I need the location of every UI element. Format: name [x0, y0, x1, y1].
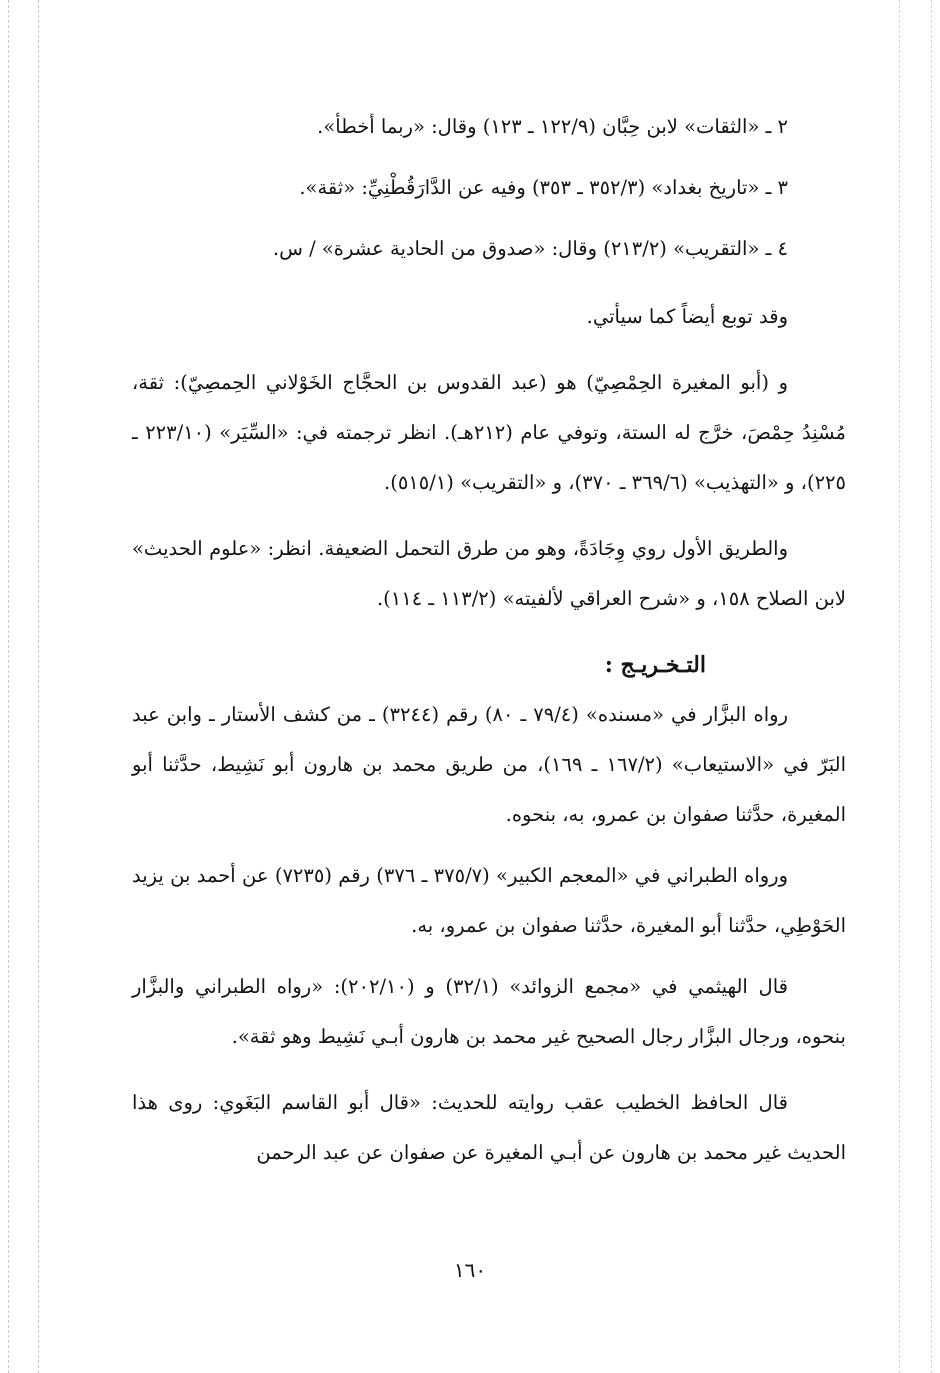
footnote-4: ٤ ـ «التقريب» (٢١٣/٢) وقال: «صدوق من الحادية عشرة» / س. — [272, 237, 788, 260]
takhrij-paragraph-haythami: قال الهيثمي في «مجمع الزوائد» (٣٢/١) و (٢٠٢/١٠): «رواه الطبراني والبزَّار بنحوه، ورجال البزَّار رجال الصحيح غير محمد بن هارون أبـي نَشِيط وهو ثقة». — [132, 975, 846, 1048]
paragraph-abu-al-mughira: و (أبو المغيرة الحِمْصِيّ) هو (عبد القدوس بن الحجَّاج الخَوْلاني الحِمصِيّ): ثقة، مُسْنِدُ حِمْصَ، خرَّج له الستة، وتوفي عام (٢١٢هـ). انظر ترجمته في: «السِّيَر» (٢٢٣/١٠ ـ ٢٢٥)، و «التهذيب» (٣٦٩/٦ ـ ٣٧٠)، و «التقريب» (٥١٥/١). — [132, 371, 847, 494]
page-body — [132, 102, 846, 1189]
margin-guide-left-outer — [8, 0, 9, 1373]
footnote-2: ٢ ـ «الثقات» لابن حِبَّان (١٢٢/٩ ـ ١٢٣) وقال: «ربما أخطأ». — [317, 115, 788, 138]
takhrij-paragraph-khatib: قال الحافظ الخطيب عقب روايته للحديث: «قال أبو القاسم البَغَوي: روى هذا الحديث غير محمد بن هارون عن أبـي المغيرة عن صفوان عن عبد الرحمن — [132, 1091, 846, 1164]
margin-guide-right-outer — [931, 0, 932, 1373]
takhrij-paragraph-bazzar: رواه البزَّار في «مسنده» (٧٩/٤ ـ ٨٠) رقم (٣٢٤٤) ـ من كشف الأستار ـ وابن عبد البَرّ في «الاستيعاب» (١٦٧/٢ ـ ١٦٩)، من طريق محمد بن هارون أبو نَشِيط، حدَّثنا أبو المغيرة، حدَّثنا صفوان بن عمرو، به، بنحوه. — [132, 703, 846, 826]
paragraph-first-route: والطريق الأول روي وِجَادَةً، وهو من طرق التحمل الضعيفة. انظر: «علوم الحديث» لابن الصلاح ١٥٨، و «شرح العراقي لألفيته» (١١٣/٢ ـ ١١٤). — [132, 537, 846, 610]
margin-guide-right-inner — [899, 0, 900, 1373]
section-heading-takhrij: التـخـريـج : — [604, 652, 706, 678]
page-number: ١٦٠ — [453, 1258, 487, 1282]
takhrij-paragraph-tabarani: ورواه الطبراني في «المعجم الكبير» (٣٧٥/٧ ـ ٣٧٦) رقم (٧٢٣٥) عن أحمد بن يزيد الحَوْطِي، حدَّثنا أبو المغيرة، حدَّثنا صفوان بن عمرو، به. — [132, 864, 846, 937]
margin-guide-left-inner — [38, 0, 39, 1373]
footnote-3: ٣ ـ «تاريخ بغداد» (٣٥٢/٣ ـ ٣٥٣) وفيه عن الدَّارَقُطْنِيِّ: «ثقة». — [299, 176, 788, 199]
footnotes — [132, 102, 846, 274]
paragraph-followed-up: وقد توبع أيضاً كما سيأتي. — [586, 305, 788, 328]
